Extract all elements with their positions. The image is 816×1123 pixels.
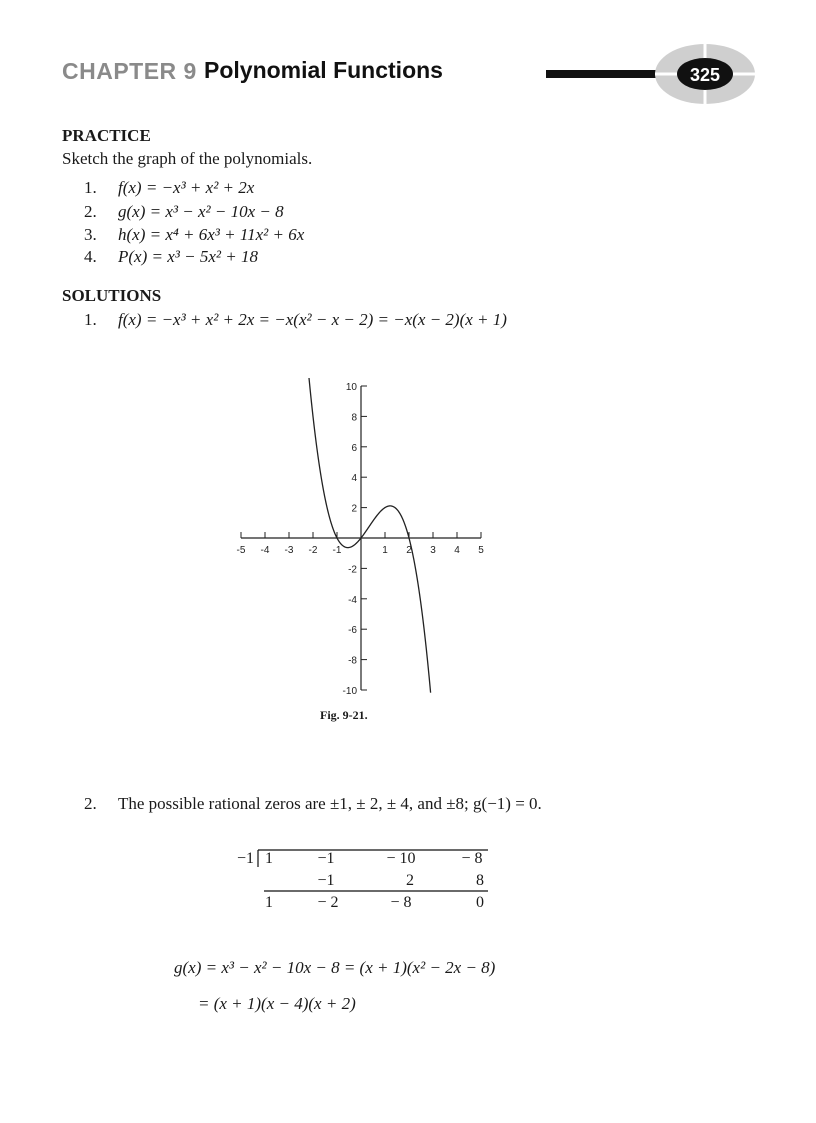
x-tick-label: -5 [236,545,246,556]
row1-cell: − 10 [386,850,416,867]
y-tick-label: -4 [348,594,357,606]
factored-equation-line-1: g(x) = x³ − x² − 10x − 8 = (x + 1)(x² − 2x − 8) [174,958,496,977]
solution-2 [84,794,542,814]
row2-cell: 8 [476,872,484,889]
y-tick-label: 4 [351,473,357,485]
divisor: −1 [236,850,254,867]
graph-figure [220,378,500,696]
y-tick-label: 8 [351,412,357,424]
synthetic-division [220,845,500,917]
item-number: 2. [84,202,97,221]
x-tick-label: -4 [260,545,270,556]
y-tick-label: -10 [342,686,357,696]
x-tick-label: -1 [332,545,342,556]
x-tick-label: 2 [406,545,412,556]
y-tick-label: -8 [348,655,357,667]
y-tick-label: 10 [345,382,357,393]
row1-cell: 1 [265,850,273,867]
y-tick-label: 6 [351,442,357,454]
solution-text: The possible rational zeros are ±1, ± 2, ± 4, and ±8; g(−1) = 0. [118,794,542,813]
solutions-heading: SOLUTIONS [62,286,162,305]
practice-item [84,247,258,267]
chapter-label: CHAPTER 9 [62,58,197,84]
y-tick-label: -2 [348,564,357,576]
item-equation: h(x) = x⁴ + 6x³ + 11x² + 6x [118,225,305,244]
graph-curve-group [308,378,430,693]
item-number: 3. [84,225,97,244]
row1-cell: −1 [317,850,335,867]
factored-equation-line-2: = (x + 1)(x − 4)(x + 2) [198,994,356,1013]
row3-cell: − 8 [390,894,412,911]
row2-cell: 2 [406,872,414,889]
x-tick-label: 3 [430,545,436,556]
practice-item [84,178,254,198]
x-tick-label: -2 [308,545,318,556]
x-tick-label: 1 [382,545,388,556]
item-number: 4. [84,247,97,266]
row1-cell: − 8 [461,850,483,867]
solution-1 [84,310,507,330]
solution-number: 1. [84,310,97,329]
solution-equation: f(x) = −x³ + x² + 2x = −x(x² − x − 2) = −x(x − 2)(x + 1) [118,310,507,329]
function-curve [308,378,430,693]
x-tick-label: -3 [284,545,294,556]
item-equation: f(x) = −x³ + x² + 2x [118,178,255,197]
solution-number: 2. [84,794,97,813]
practice-instruction: Sketch the graph of the polynomials. [62,149,313,168]
y-tick-label: -6 [348,625,357,637]
row2-cell: −1 [317,872,335,889]
row3-cell: 1 [265,894,273,911]
chapter-title: Polynomial Functions [204,57,443,83]
practice-item [84,225,304,245]
page-number-badge [540,40,760,110]
practice-item [84,202,284,222]
page-number: 325 [689,65,721,85]
figure-caption: Fig. 9-21. [320,708,368,722]
row3-cell: − 2 [317,894,339,911]
item-equation: g(x) = x³ − x² − 10x − 8 [118,202,284,221]
item-number: 1. [84,178,97,197]
practice-heading: PRACTICE [62,126,151,145]
row3-cell: 0 [476,894,484,911]
item-equation: P(x) = x³ − 5x² + 18 [118,247,258,266]
x-tick-label: 5 [478,545,484,556]
y-tick-label: 2 [351,503,357,515]
x-tick-label: 4 [454,545,460,556]
